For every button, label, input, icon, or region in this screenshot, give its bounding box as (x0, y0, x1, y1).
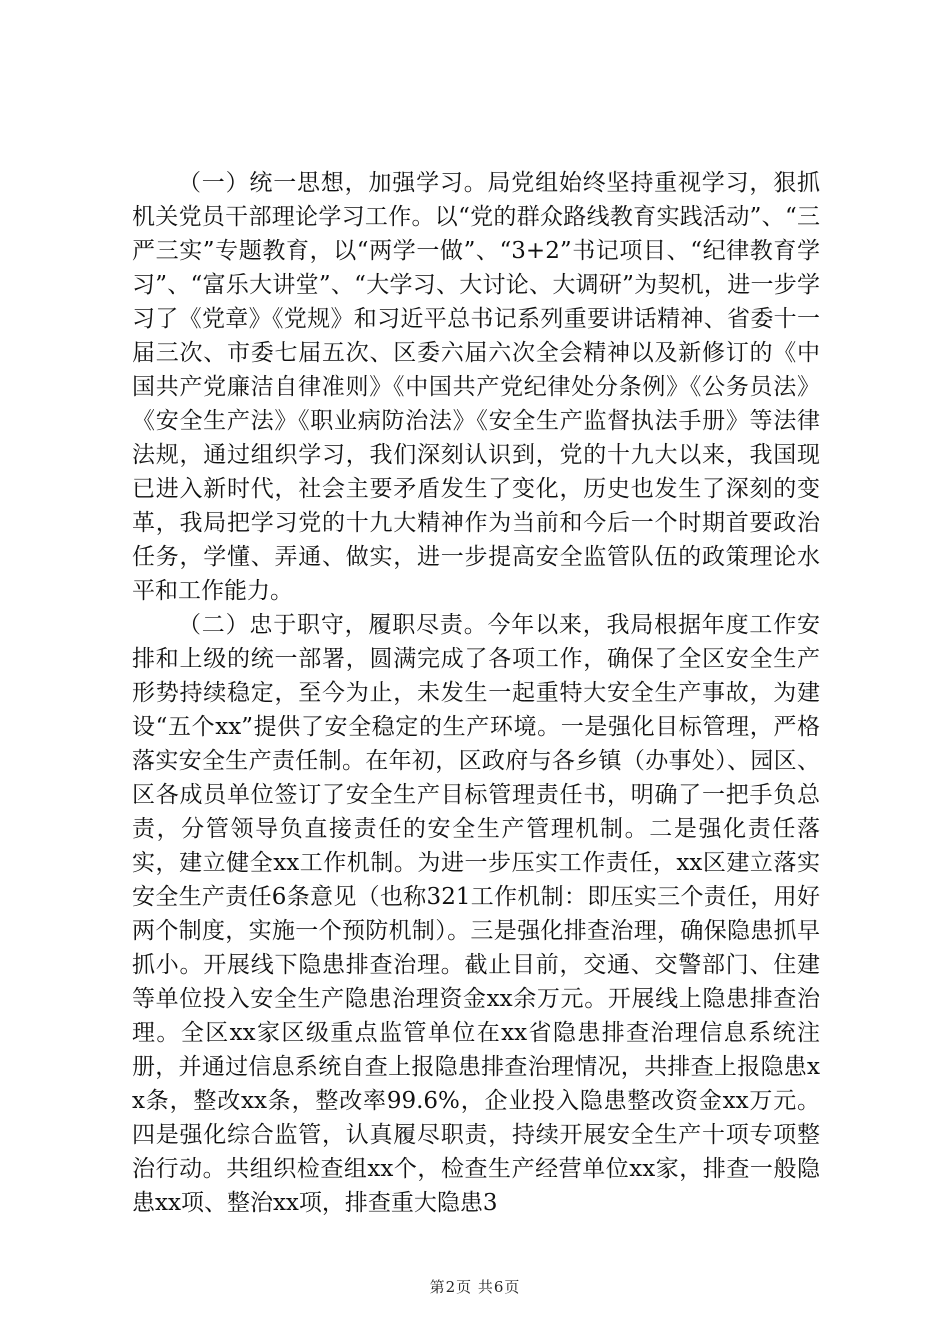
page-number-footer: 第2页 共6页 (429, 1278, 521, 1296)
document-body (132, 166, 820, 1220)
paragraph-duty: （二）忠于职守，履职尽责。今年以来，我局根据年度工作安排和上级的统一部署，圆满完成了各项工作，确保了全区安全生产形势持续稳定，至今为止，未发生一起重特大安全生产事故，为建设“五个xx”提供了安全稳定的生产环境。一是强化目标管理，严格落实安全生产责任制。在年初，区政府与各乡镇（办事处）、园区、区各成员单位签订了安全生产目标管理责任书，明确了一把手负总责，分管领导负直接责任的安全生产管理机制。二是强化责任落实，建立健全xx工作机制。为进一步压实工作责任，xx区建立落实安全生产责任6条意见（也称321工作机制：即压实三个责任，用好两个制度，实施一个预防机制）。三是强化排查治理，确保隐患抓早抓小。开展线下隐患排查治理。截止目前，交通、交警部门、住建等单位投入安全生产隐患治理资金xx余万元。开展线上隐患排查治理。全区xx家区级重点监管单位在xx省隐患排查治理信息系统注册，并通过信息系统自查上报隐患排查治理情况，共排查上报隐患xx条，整改xx条，整改率99.6%，企业投入隐患整改资金xx万元。四是强化综合监管，认真履尽职责，持续开展安全生产十项专项整治行动。共组织检查组xx个，检查生产经营单位xx家，排查一般隐患xx项、整治xx项，排查重大隐患3 (132, 612, 820, 1216)
paragraph-study: （一）统一思想，加强学习。局党组始终坚持重视学习，狠抓机关党员干部理论学习工作。以“党的群众路线教育实践活动”、“三严三实”专题教育，以“两学一做”、“3+2”书记项目、“纪律教育学习”、“富乐大讲堂”、“大学习、大讨论、大调研”为契机，进一步学习了《党章》《党规》和习近平总书记系列重要讲话精神、省委十一届三次、市委七届五次、区委六届六次全会精神以及新修订的《中国共产党廉洁自律准则》《中国共产党纪律处分条例》《公务员法》《安全生产法》《职业病防治法》《安全生产监督执法手册》等法律法规，通过组织学习，我们深刻认识到，党的十九大以来，我国现已进入新时代，社会主要矛盾发生了变化，历史也发生了深刻的变革，我局把学习党的十九大精神作为当前和今后一个时期首要政治任务，学懂、弄通、做实，进一步提高安全监管队伍的政策理论水平和工作能力。 (132, 170, 820, 604)
